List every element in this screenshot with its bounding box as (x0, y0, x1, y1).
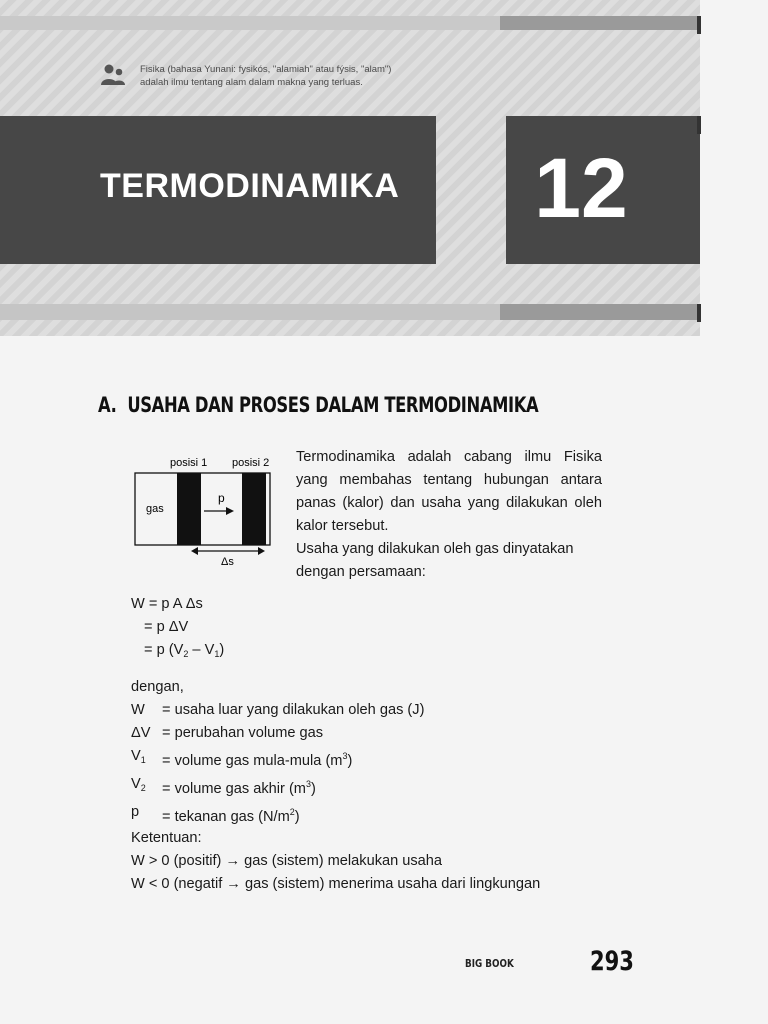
label-posisi-2: posisi 2 (232, 457, 270, 469)
definitions-intro: dengan, (131, 679, 184, 695)
definition-row: W = usaha luar yang dilakukan oleh gas (J) (131, 702, 425, 718)
displacement-arrowhead-left (191, 547, 198, 555)
header-stripe (0, 16, 500, 30)
chapter-quote (140, 63, 440, 89)
section-heading (98, 393, 538, 417)
footer-brand: BIG BOOK (465, 957, 514, 970)
definition-row: $V_1$ = volume gas mula-mula $(m^3)$ (131, 748, 353, 769)
definition-row: $V_2$ = volume gas akhir $(m^3)$ (131, 776, 316, 797)
section-letter: A. (98, 393, 117, 417)
intro-text: Usaha yang dilakukan oleh gas dinyatakan dengan persamaan: (296, 541, 574, 580)
label-delta-s: Δs (221, 556, 234, 568)
definition-row: p = tekanan gas $(N/m^2)$ (131, 804, 300, 825)
section-title: USAHA DAN PROSES DALAM TERMODINAMIKA (127, 393, 539, 417)
piston-diagram (130, 450, 280, 570)
chapter-number: 12 (534, 141, 628, 235)
rule-line: W < 0 (negatif → gas (sistem) menerima usaha dari lingkungan (131, 876, 541, 892)
definition-row: ΔV = perubahan volume gas (131, 725, 324, 741)
header-stripe (0, 304, 500, 320)
header-stripe-dark (500, 16, 700, 30)
header-stripe-dark (500, 304, 700, 320)
page-number: 293 (590, 946, 634, 977)
variable-definitions (131, 676, 611, 829)
quote-line: adalah ilmu tentang alam dalam makna yang terluas. (140, 77, 363, 88)
page-edge-mark (697, 116, 701, 134)
label-posisi-1: posisi 1 (170, 457, 208, 469)
label-p: p (218, 491, 225, 505)
piston-position-1 (177, 473, 201, 545)
intro-text: Termodinamika adalah cabang ilmu Fisika yang membahas tentang hubungan antara panas (kalor) dan usaha yang dilakukan oleh kalor tersebut. (296, 449, 602, 534)
displacement-arrowhead-right (258, 547, 265, 555)
chapter-header (0, 0, 700, 336)
page-edge-mark (697, 16, 701, 34)
piston-position-2 (242, 473, 266, 545)
formula-line: W = p A Δs (131, 596, 203, 612)
intro-paragraph (296, 446, 602, 584)
sign-convention (131, 827, 611, 896)
work-formula (131, 593, 611, 666)
label-gas: gas (146, 503, 164, 515)
people-icon (100, 63, 126, 87)
chapter-title: TERMODINAMIKA (100, 167, 400, 205)
quote-line: Fisika (bahasa Yunani: fysikós, "alamiah" atau fýsis, "alam") (140, 64, 392, 75)
page-edge-mark (697, 304, 701, 322)
formula-line: = p $(V_2 - V_1)$ (144, 642, 225, 659)
rule-line: W > 0 (positif) → gas (sistem) melakukan usaha (131, 853, 443, 869)
formula-line: = p ΔV (144, 619, 189, 635)
pressure-arrowhead (226, 507, 234, 515)
rules-heading: Ketentuan: (131, 830, 202, 846)
